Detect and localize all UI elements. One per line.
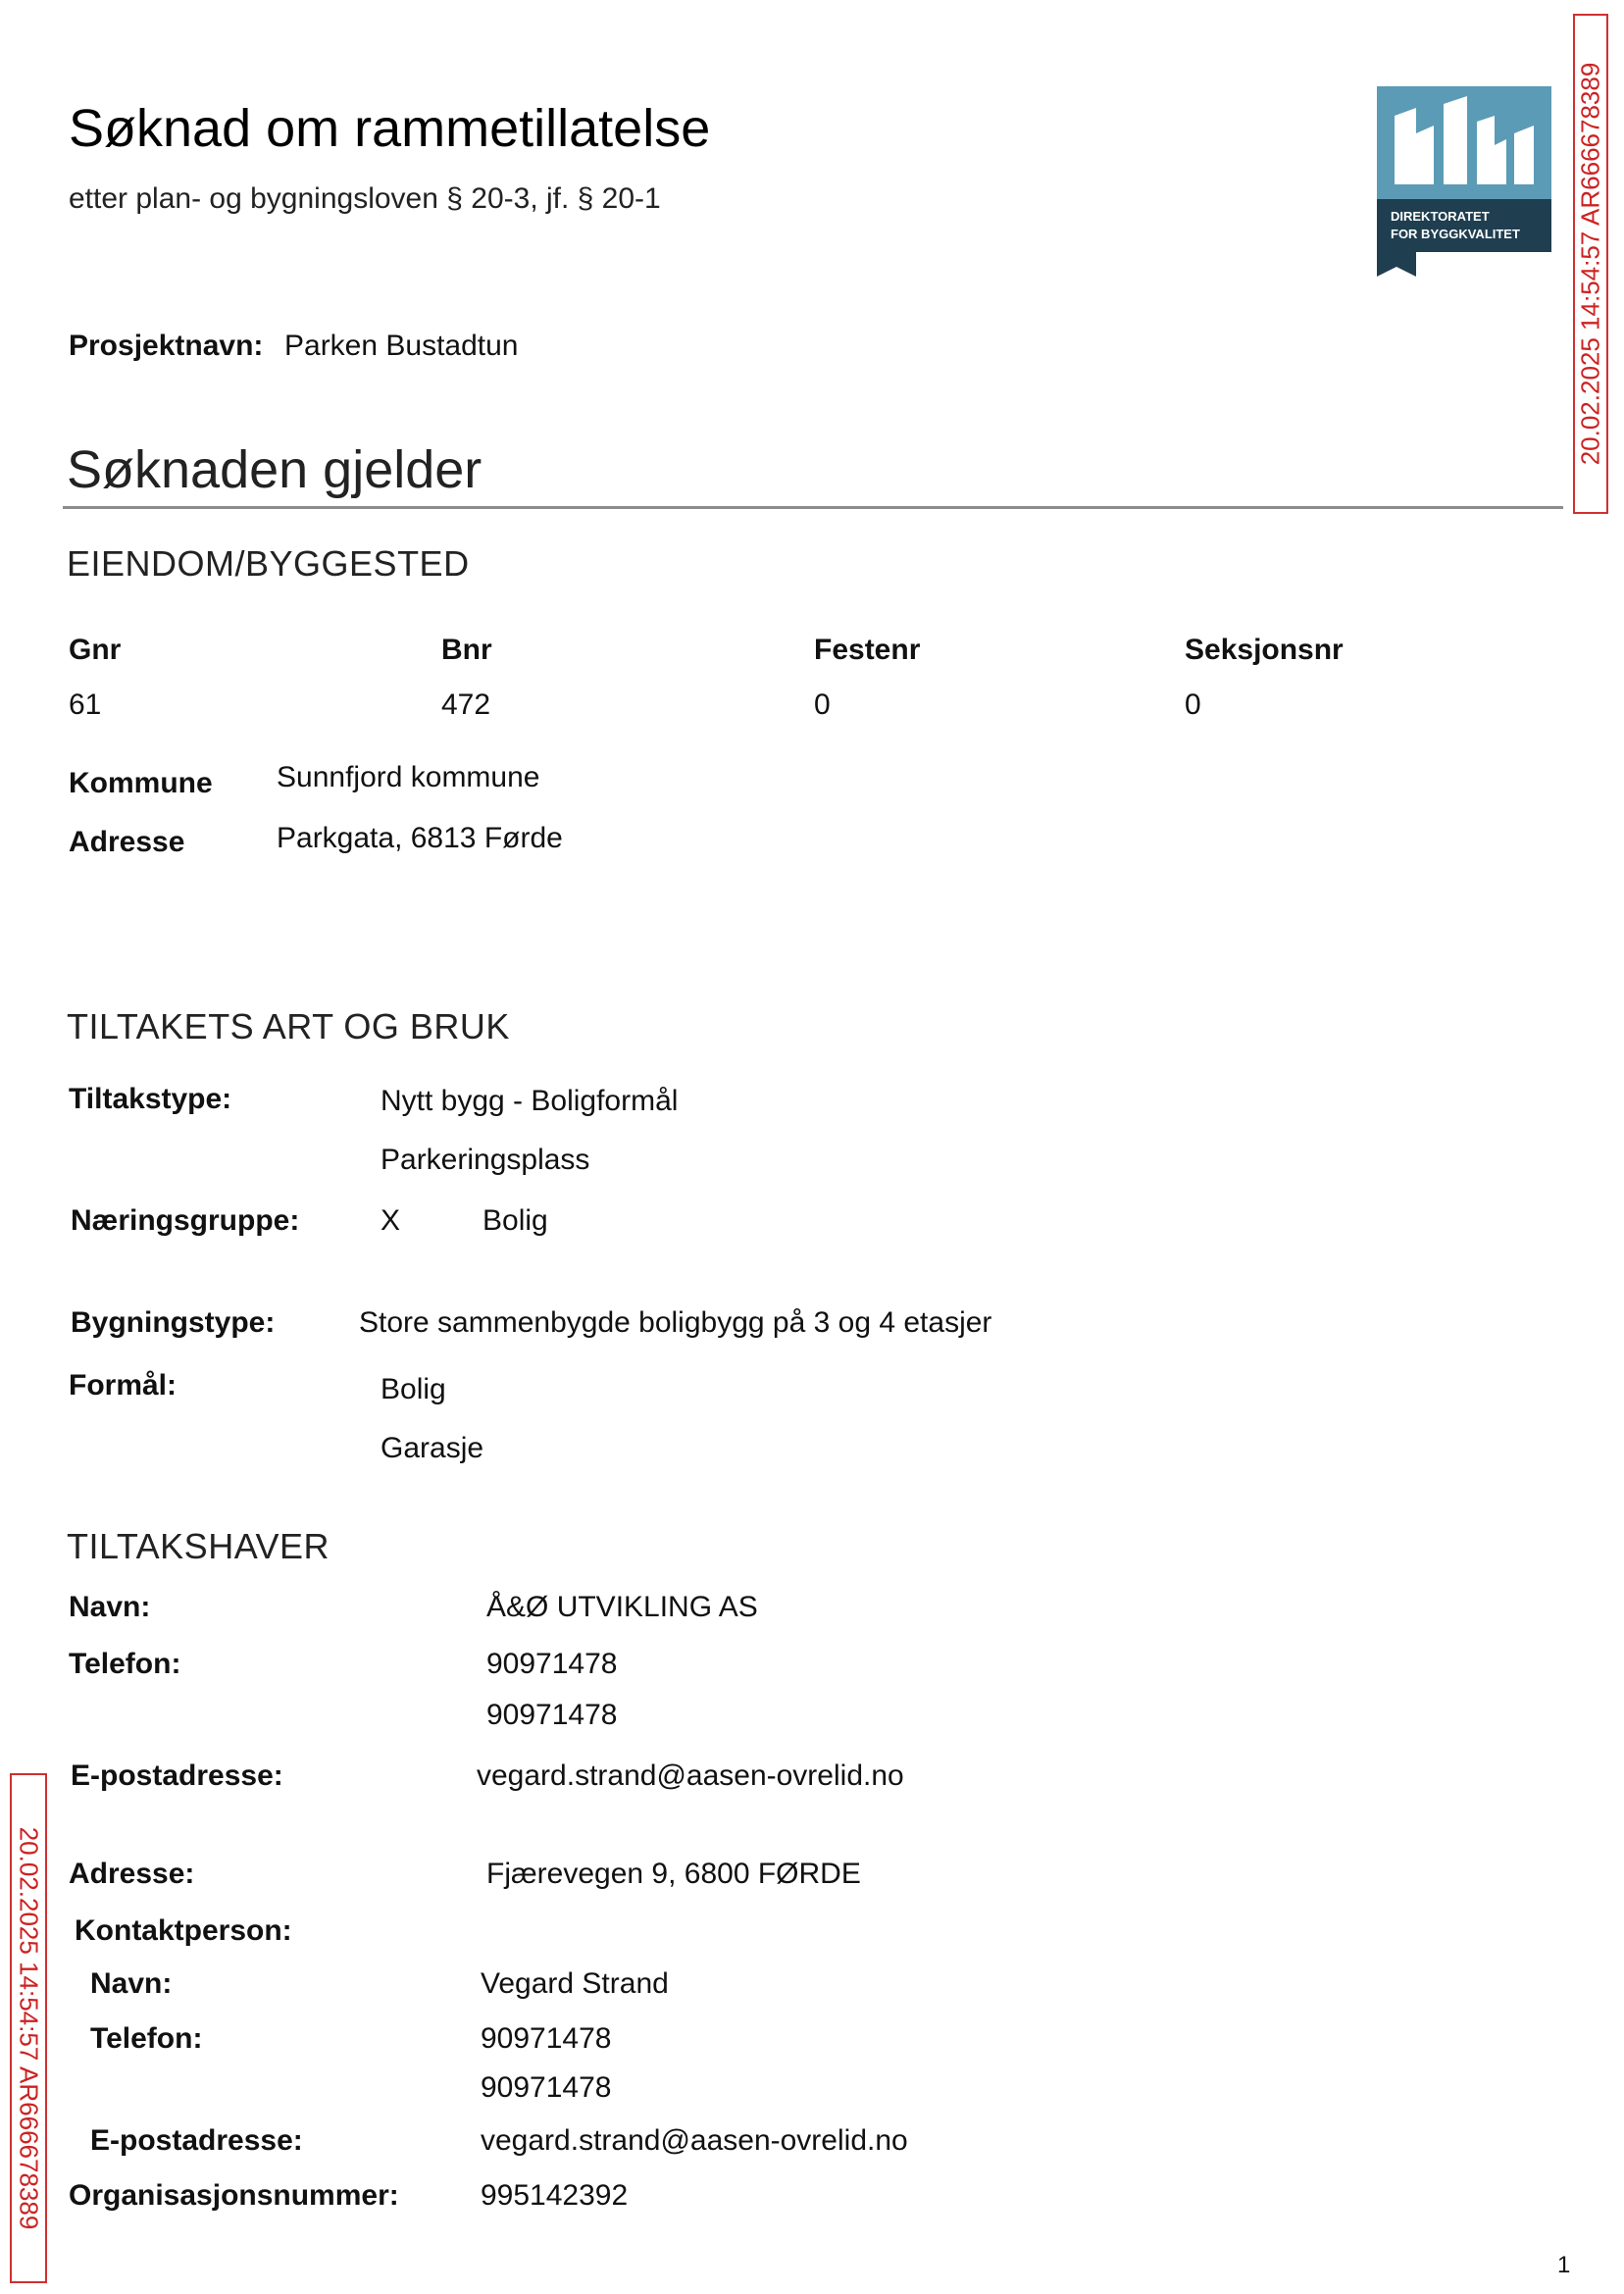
seksjonsnr-label: Seksjonsnr xyxy=(1185,634,1344,666)
bygningstype-label: Bygningstype: xyxy=(71,1306,276,1339)
logo-text-line2: FOR BYGGKVALITET xyxy=(1391,227,1520,241)
tiltakshaver-adresse-label: Adresse: xyxy=(69,1858,195,1890)
stamp-left xyxy=(10,1773,47,2283)
kontakt-epost-label: E-postadresse: xyxy=(90,2124,303,2157)
document-title: Søknad om rammetillatelse xyxy=(69,99,711,158)
tiltakshaver-telefon-value-1: 90971478 xyxy=(486,1648,618,1680)
dibk-logo xyxy=(1377,86,1551,277)
kommune-value: Sunnfjord kommune xyxy=(277,761,540,793)
tiltakshaver-navn-value: Å&Ø UTVIKLING AS xyxy=(486,1591,758,1623)
seksjonsnr-value: 0 xyxy=(1185,688,1201,721)
kontaktperson-label: Kontaktperson: xyxy=(75,1914,292,1947)
page-number: 1 xyxy=(1557,2252,1571,2278)
bygningstype-value: Store sammenbygde boligbygg på 3 og 4 etasjer xyxy=(359,1306,992,1339)
stamp-right-text: 20.02.2025 14:54:57 AR666678389 xyxy=(1575,62,1605,466)
stamp-right xyxy=(1573,14,1608,514)
formal-label: Formål: xyxy=(69,1369,178,1402)
naeringsgruppe-value: Bolig xyxy=(482,1204,548,1237)
kontakt-telefon-label: Telefon: xyxy=(90,2022,203,2055)
naeringsgruppe-label: Næringsgruppe: xyxy=(71,1204,300,1237)
festenr-value: 0 xyxy=(814,688,831,721)
kontakt-navn-value: Vegard Strand xyxy=(481,1967,669,2000)
kontakt-telefon-value-1: 90971478 xyxy=(481,2022,612,2055)
project-label: Prosjektnavn: xyxy=(69,330,264,362)
gnr-label: Gnr xyxy=(69,634,122,666)
gnr-value: 61 xyxy=(69,688,102,721)
tiltakstype-label: Tiltakstype: xyxy=(69,1083,232,1115)
festenr-label: Festenr xyxy=(814,634,921,666)
document-subtitle: etter plan- og bygningsloven § 20-3, jf. § 20-1 xyxy=(69,182,661,215)
tiltakshaver-adresse-value: Fjærevegen 9, 6800 FØRDE xyxy=(486,1858,861,1890)
section-title-tiltakshaver: TILTAKSHAVER xyxy=(67,1526,330,1566)
stamp-left-text: 20.02.2025 14:54:57 AR666678389 xyxy=(14,1826,44,2230)
orgnr-label: Organisasjonsnummer: xyxy=(69,2179,399,2212)
project-value: Parken Bustadtun xyxy=(284,330,519,362)
heading-divider xyxy=(63,506,1563,509)
tiltakshaver-telefon-value-2: 90971478 xyxy=(486,1699,618,1731)
tiltakshaver-epost-label: E-postadresse: xyxy=(71,1759,283,1792)
bnr-label: Bnr xyxy=(441,634,492,666)
adresse-value: Parkgata, 6813 Førde xyxy=(277,822,563,854)
section-title-property: EIENDOM/BYGGESTED xyxy=(67,543,470,584)
bnr-value: 472 xyxy=(441,688,491,721)
tiltakshaver-epost-value: vegard.strand@aasen-ovrelid.no xyxy=(477,1759,904,1792)
formal-value-1: Bolig xyxy=(381,1373,446,1405)
formal-value-2: Garasje xyxy=(381,1432,484,1464)
section-heading: Søknaden gjelder xyxy=(67,440,482,499)
kommune-label: Kommune xyxy=(69,767,213,799)
logo-text-line1: DIREKTORATET xyxy=(1391,209,1490,224)
tiltakstype-value-1: Nytt bygg - Boligformål xyxy=(381,1085,679,1117)
kontakt-telefon-value-2: 90971478 xyxy=(481,2071,612,2104)
kontakt-epost-value: vegard.strand@aasen-ovrelid.no xyxy=(481,2124,908,2157)
kontakt-navn-label: Navn: xyxy=(90,1967,173,2000)
adresse-label: Adresse xyxy=(69,826,185,858)
tiltakstype-value-2: Parkeringsplass xyxy=(381,1144,590,1176)
tiltakshaver-telefon-label: Telefon: xyxy=(69,1648,181,1680)
tiltakshaver-navn-label: Navn: xyxy=(69,1591,151,1623)
naeringsgruppe-code: X xyxy=(381,1204,401,1237)
orgnr-value: 995142392 xyxy=(481,2179,629,2212)
section-title-tiltak: TILTAKETS ART OG BRUK xyxy=(67,1006,510,1046)
